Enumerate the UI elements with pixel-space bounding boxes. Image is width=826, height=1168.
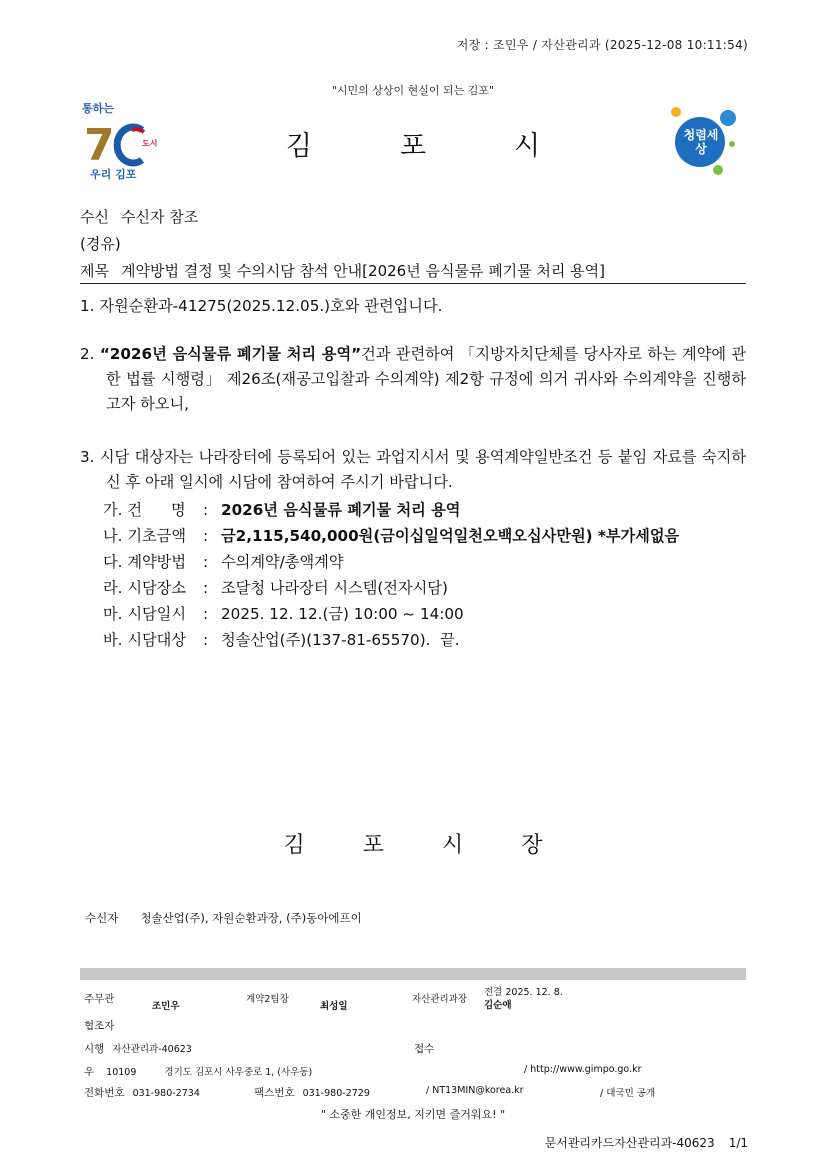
reviewer-role: 계약2팀장 [246, 994, 289, 1005]
detail-label: 라. 시담장소 [103, 579, 187, 597]
reviewer-name: 최성일 [320, 1001, 348, 1012]
slogan: "시민의 상상이 현실이 되는 김포" [331, 84, 495, 97]
detail-value: 금2,115,540,000원(금이십일억일천오백오십사만원) *부가세없음 [221, 527, 680, 545]
fax-line [254, 1085, 370, 1100]
fax-number: 031-980-2729 [302, 1088, 370, 1099]
paragraph-3-text: 3. 시담 대상자는 나라장터에 등록되어 있는 과업지시서 및 용역계약일반조건 등 붙임 자료를 숙지하신 후 아래 일시에 시담에 참여하여 주시기 바랍니다. [80, 448, 746, 491]
org-title: 김포시 [285, 131, 629, 162]
saved-info: 저장 : 조민우 / 자산관리과 (2025-12-08 10:11:54) [456, 38, 748, 52]
project-title-bold: “2026년 음식물류 폐기물 처리 용역” [99, 345, 362, 363]
privacy-note: " 소중한 개인정보, 지키면 즐거워요! " [320, 1108, 506, 1121]
recipient-label: 수신 [80, 208, 109, 226]
mayor-signature: 김포시장 [283, 833, 601, 858]
website: / http://www.gimpo.go.kr [524, 1064, 642, 1075]
detail-value: 조달청 나라장터 시스템(전자시담) [221, 579, 448, 597]
phone-line [84, 1085, 200, 1100]
phone-label: 전화번호 [84, 1087, 125, 1099]
detail-colon: : [203, 631, 209, 649]
approver-role: 자산관리과장 [412, 994, 468, 1005]
logo-bottom-text: 우리 김포 [90, 168, 137, 181]
page-number: 1/1 [728, 1136, 748, 1150]
enforce-value: 자산관리과-40623 [112, 1044, 192, 1055]
doc-ref: 문서관리카드자산관리과-40623 [544, 1136, 715, 1150]
address: 경기도 김포시 사우중로 1, (사우동) [164, 1067, 313, 1078]
detail-row-base-amount [103, 523, 679, 549]
recipients-label: 수신자 [85, 911, 119, 925]
paragraph-3 [80, 445, 746, 495]
detail-row-target [103, 627, 679, 653]
doc-ref-line [545, 1134, 748, 1151]
detail-colon: : [203, 553, 209, 571]
detail-row-datetime [103, 601, 679, 627]
postal-line [84, 1064, 312, 1079]
subject-label: 제목 [80, 262, 109, 280]
approver-date: 전결 2025. 12. 8. [484, 987, 563, 998]
subject-line [80, 260, 605, 281]
detail-colon: : [203, 527, 209, 545]
subject-divider [80, 283, 746, 284]
paragraph-1: 1. 자원순환과-41275(2025.12.05.)호와 관련입니다. [80, 297, 443, 315]
detail-label: 다. 계약방법 [103, 553, 187, 571]
logo-tag: 도시 [142, 139, 158, 148]
detail-colon: : [203, 501, 209, 519]
detail-colon: : [203, 605, 209, 623]
recipients-line [85, 910, 362, 926]
drafter-role: 주무관 [84, 993, 115, 1005]
integrity-world-logo [668, 104, 740, 178]
email: / NT13MIN@korea.kr [426, 1085, 524, 1096]
recipient-value: 수신자 참조 [120, 208, 199, 226]
via-line: (경유) [80, 235, 121, 253]
detail-value: 수의계약/총액계약 [221, 553, 344, 571]
detail-value: 2025. 12. 12.(금) 10:00 ~ 14:00 [221, 605, 464, 623]
postal-code: 10109 [106, 1067, 137, 1078]
detail-row-name [103, 497, 679, 523]
detail-label: 마. 시담일시 [103, 605, 187, 623]
postal-label: 우 [84, 1066, 95, 1078]
fax-label: 팩스번호 [254, 1087, 295, 1099]
subject-value: 계약방법 결정 및 수의시담 참석 안내[2026년 음식물류 폐기물 처리 용역] [120, 262, 606, 280]
paragraph-2 [80, 342, 746, 417]
integrity-logo-text: 청렴세상 [683, 128, 719, 156]
logo-top-text: 통하는 [82, 102, 114, 115]
detail-label: 바. 시담대상 [103, 631, 187, 649]
approver-name: 김순애 [484, 1000, 512, 1011]
detail-row-place [103, 575, 679, 601]
detail-label: 나. 기초금액 [103, 527, 187, 545]
recipient-line [80, 206, 198, 227]
receipt-label: 접수 [414, 1043, 435, 1055]
detail-value: 청솔산업(주)(137-81-65570). 끝. [221, 631, 460, 649]
detail-label: 가. 건 명 [103, 501, 186, 519]
disclosure: / 대국민 공개 [600, 1088, 656, 1099]
approval-divider-bar [80, 968, 746, 980]
phone-number: 031-980-2734 [132, 1088, 200, 1099]
enforce-line [84, 1041, 192, 1056]
cooperator-label: 협조자 [84, 1020, 115, 1032]
paragraph-2-number: 2. [80, 345, 95, 363]
detail-colon: : [203, 579, 209, 597]
enforce-label: 시행 [84, 1043, 105, 1055]
detail-value: 2026년 음식물류 폐기물 처리 용역 [221, 501, 461, 519]
recipients-value: 청솔산업(주), 자원순환과장, (주)동아에프이 [140, 911, 362, 925]
drafter-name: 조민우 [152, 1001, 180, 1012]
detail-row-contract-method [103, 549, 679, 575]
paragraph-2-text: 건과 관련하여 「지방자치단체를 당사자로 하는 계약에 관한 법률 시행령」 제26조(재공고입찰과 수의계약) 제2항 규정에 의거 귀사와 수의계약을 진행하고자 하오니, [106, 345, 747, 413]
svg-text:7: 7 [84, 120, 115, 171]
contract-details-list [103, 497, 679, 653]
